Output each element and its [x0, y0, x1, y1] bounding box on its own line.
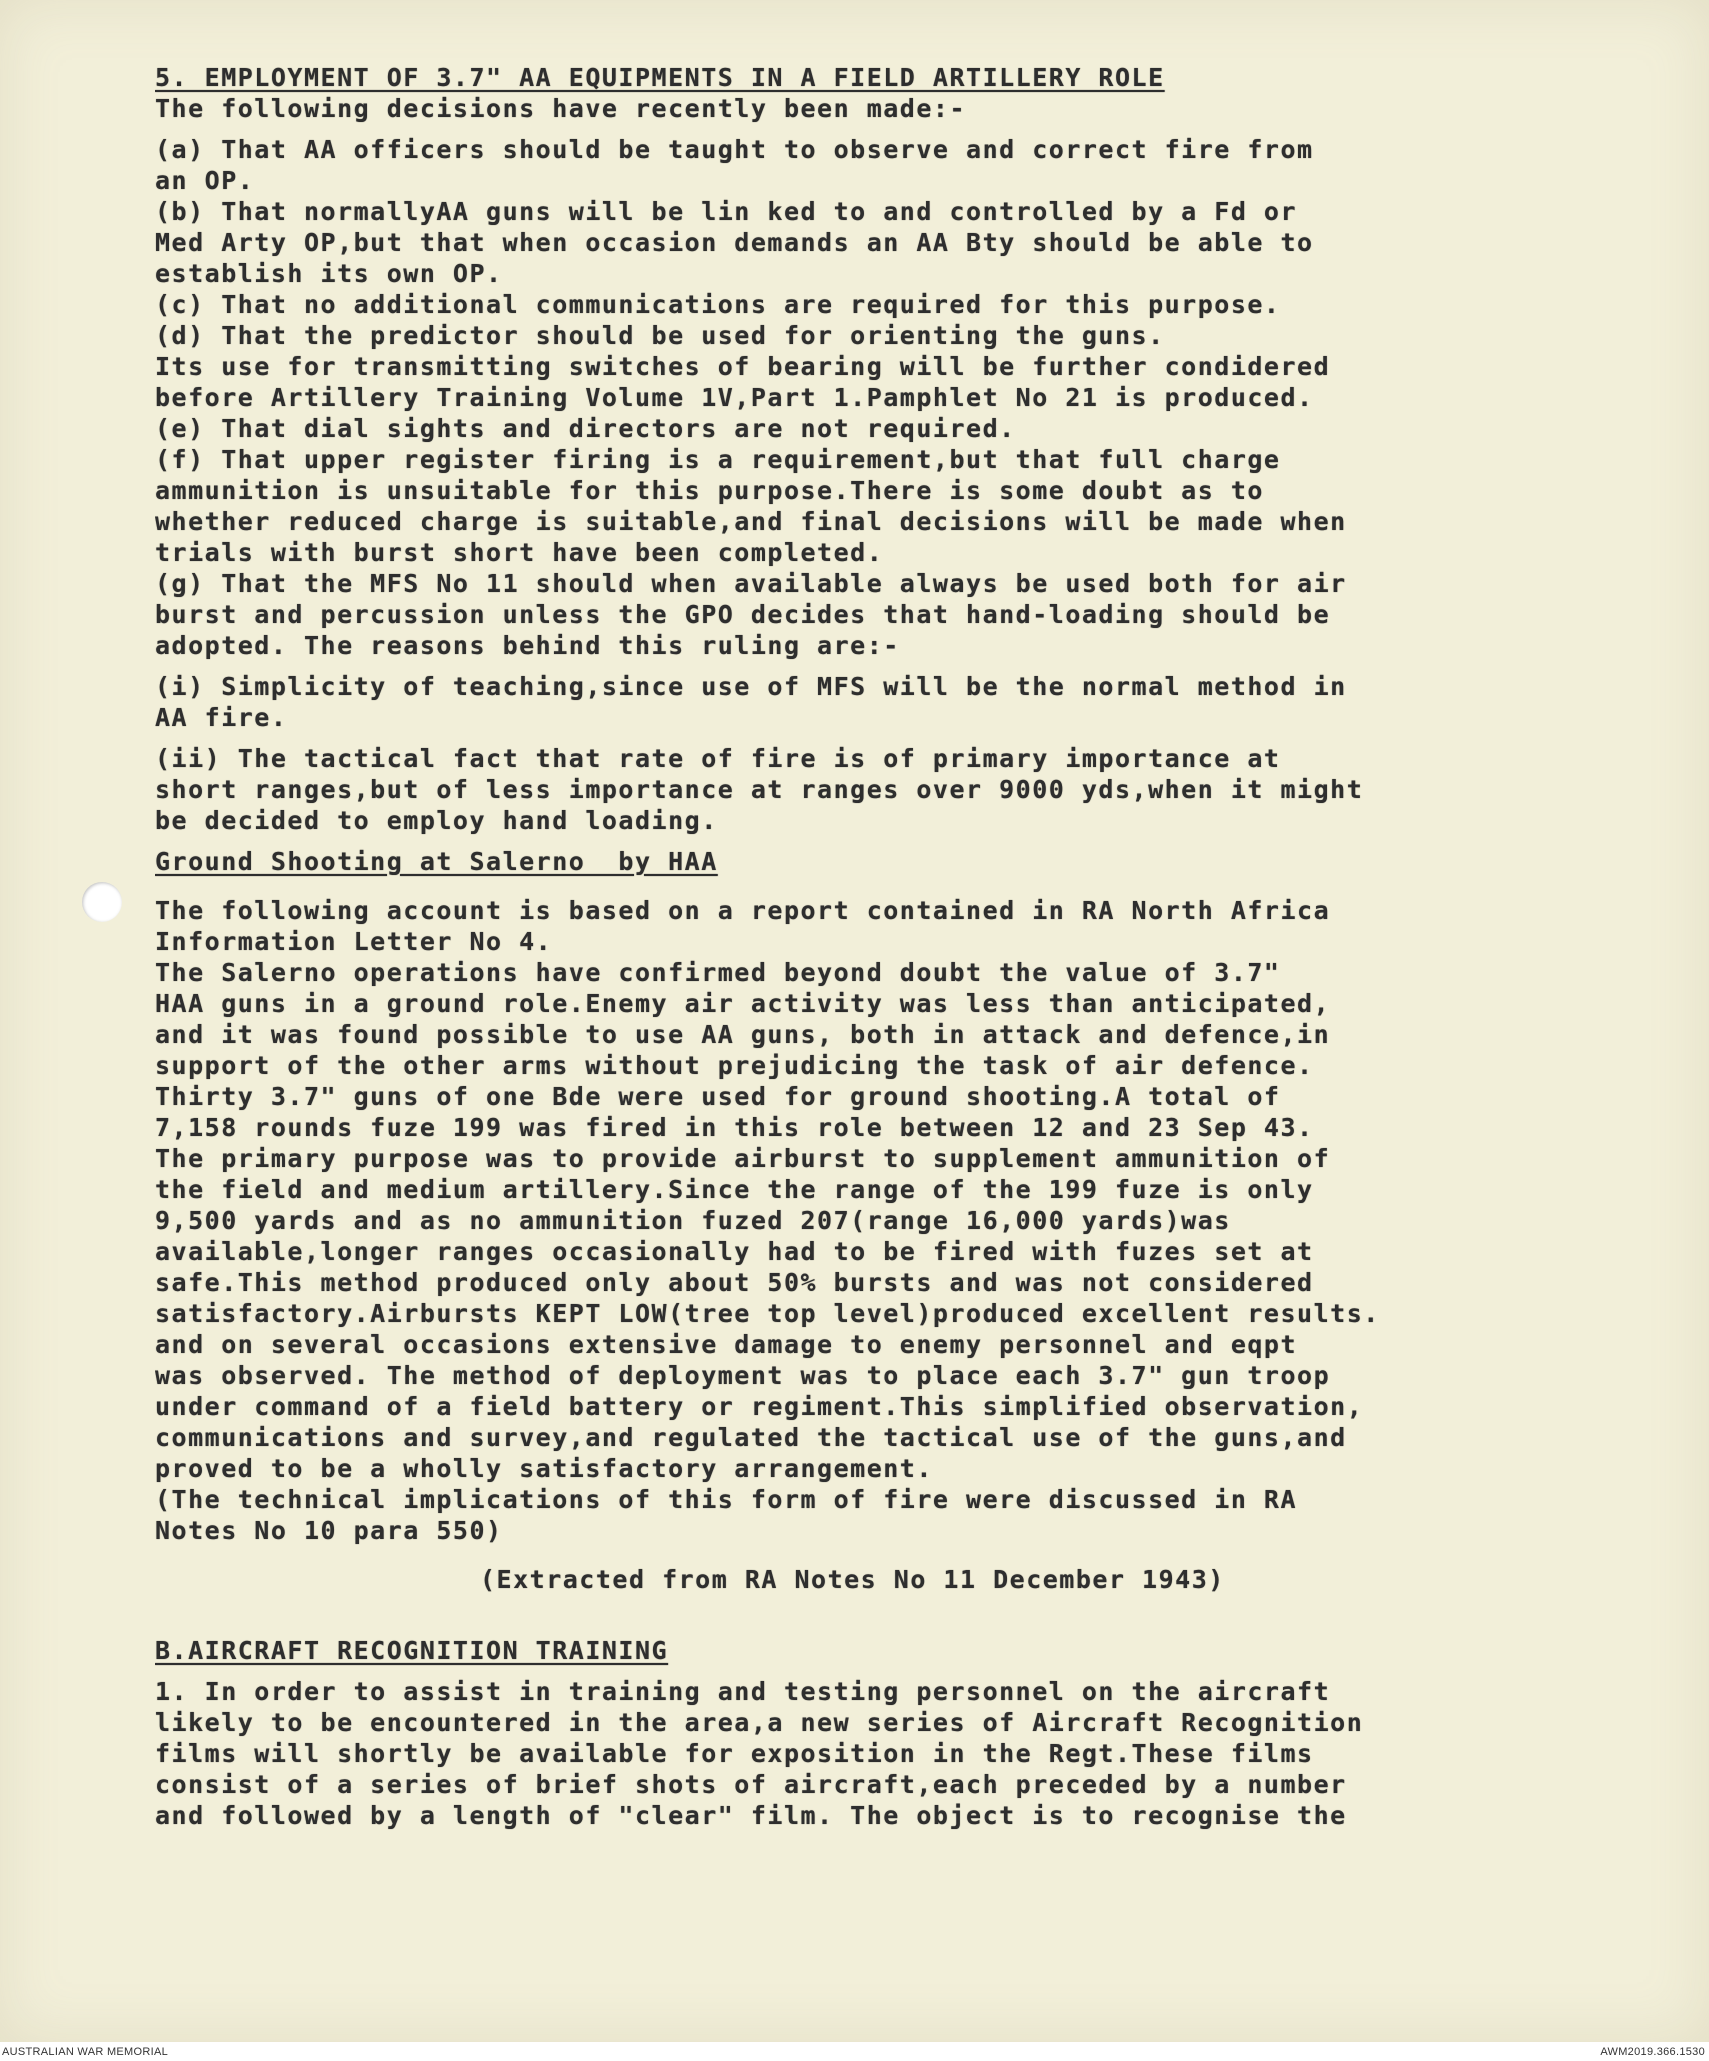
text-line: (d) That the predictor should be used for orienting the guns.: [155, 321, 1165, 350]
text-line: likely to be encountered in the area,a new series of Aircraft Recognition: [155, 1708, 1364, 1737]
section-b-heading: B.AIRCRAFT RECOGNITION TRAINING: [155, 1636, 669, 1665]
salerno-heading: Ground Shooting at Salerno by HAA: [155, 847, 718, 876]
text-line: Information Letter No 4.: [155, 927, 553, 956]
punch-hole: [82, 882, 122, 922]
text-line: (c) That no additional communications are required for this purpose.: [155, 290, 1281, 319]
footer-right-catalogue-number: AWM2019.366.1530: [1600, 2046, 1705, 2058]
text-line: The primary purpose was to provide airburst to supplement ammunition of: [155, 1144, 1331, 1173]
text-line: 1. In order to assist in training and testing personnel on the aircraft: [155, 1677, 1331, 1706]
text-line: burst and percussion unless the GPO decides that hand-loading should be: [155, 600, 1331, 629]
text-line: whether reduced charge is suitable,and final decisions will be made when: [155, 507, 1347, 536]
text-line: and on several occasions extensive damage to enemy personnel and eqpt: [155, 1330, 1298, 1359]
text-line: and followed by a length of "clear" film. The object is to recognise the: [155, 1801, 1347, 1830]
text-line: under command of a field battery or regiment.This simplified observation,: [155, 1392, 1364, 1421]
text-line: proved to be a wholly satisfactory arrangement.: [155, 1454, 933, 1483]
section-5-decisions: [155, 134, 1635, 661]
text-line: (g) That the MFS No 11 should when available always be used both for air: [155, 569, 1347, 598]
text-line: The Salerno operations have confirmed beyond doubt the value of 3.7": [155, 958, 1281, 987]
salerno-source-note: (Extracted from RA Notes No 11 December 1943): [480, 1565, 1225, 1594]
text-line: Thirty 3.7" guns of one Bde were used for ground shooting.A total of: [155, 1082, 1281, 1111]
section-5-intro: The following decisions have recently been made:-: [155, 94, 967, 123]
text-line: an OP.: [155, 166, 255, 195]
text-line: Its use for transmitting switches of bearing will be further condidered: [155, 352, 1331, 381]
text-line: AA fire.: [155, 703, 288, 732]
text-line: trials with burst short have been completed.: [155, 538, 884, 567]
text-line: was observed. The method of deployment was to place each 3.7" gun troop: [155, 1361, 1331, 1390]
text-line: (b) That normallyAA guns will be lin ked to and controlled by a Fd or: [155, 197, 1298, 226]
text-line: short ranges,but of less importance at ranges over 9000 yds,when it might: [155, 775, 1364, 804]
salerno-body: [155, 895, 1635, 1546]
text-line: the field and medium artillery.Since the range of the 199 fuze is only: [155, 1175, 1314, 1204]
text-line: (e) That dial sights and directors are not required.: [155, 414, 1016, 443]
text-line: The following account is based on a report contained in RA North Africa: [155, 896, 1331, 925]
text-line: establish its own OP.: [155, 259, 503, 288]
text-line: films will shortly be available for exposition in the Regt.These films: [155, 1739, 1314, 1768]
section-5-heading: 5. EMPLOYMENT OF 3.7" AA EQUIPMENTS IN A FIELD ARTILLERY ROLE: [155, 63, 1165, 92]
text-line: communications and survey,and regulated the tactical use of the guns,and: [155, 1423, 1347, 1452]
section-b-body: [155, 1676, 1635, 1831]
text-line: HAA guns in a ground role.Enemy air activity was less than anticipated,: [155, 989, 1331, 1018]
text-line: Med Arty OP,but that when occasion demands an AA Bty should be able to: [155, 228, 1314, 257]
text-line: be decided to employ hand loading.: [155, 806, 718, 835]
text-line: available,longer ranges occasionally had to be fired with fuzes set at: [155, 1237, 1314, 1266]
text-line: adopted. The reasons behind this ruling are:-: [155, 631, 900, 660]
text-line: (i) Simplicity of teaching,since use of MFS will be the normal method in: [155, 672, 1347, 701]
text-line: and it was found possible to use AA guns, both in attack and defence,in: [155, 1020, 1331, 1049]
text-line: safe.This method produced only about 50% bursts and was not considered: [155, 1268, 1314, 1297]
typed-text-block: [155, 62, 1635, 1831]
text-line: (The technical implications of this form of fire were discussed in RA: [155, 1485, 1298, 1514]
text-line: satisfactory.Airbursts KEPT LOW(tree top level)produced excellent results.: [155, 1299, 1380, 1328]
text-line: before Artillery Training Volume 1V,Part 1.Pamphlet No 21 is produced.: [155, 383, 1314, 412]
text-line: (ii) The tactical fact that rate of fire is of primary importance at: [155, 744, 1281, 773]
text-line: 7,158 rounds fuze 199 was fired in this role between 12 and 23 Sep 43.: [155, 1113, 1314, 1142]
footer-left-credit: AUSTRALIAN WAR MEMORIAL: [2, 2046, 169, 2058]
text-line: (f) That upper register firing is a requirement,but that full charge: [155, 445, 1281, 474]
text-line: (a) That AA officers should be taught to observe and correct fire from: [155, 135, 1314, 164]
text-line: 9,500 yards and as no ammunition fuzed 207(range 16,000 yards)was: [155, 1206, 1231, 1235]
text-line: support of the other arms without prejudicing the task of air defence.: [155, 1051, 1314, 1080]
text-line: Notes No 10 para 550): [155, 1516, 503, 1545]
text-line: ammunition is unsuitable for this purpose.There is some doubt as to: [155, 476, 1264, 505]
text-line: consist of a series of brief shots of aircraft,each preceded by a number: [155, 1770, 1347, 1799]
